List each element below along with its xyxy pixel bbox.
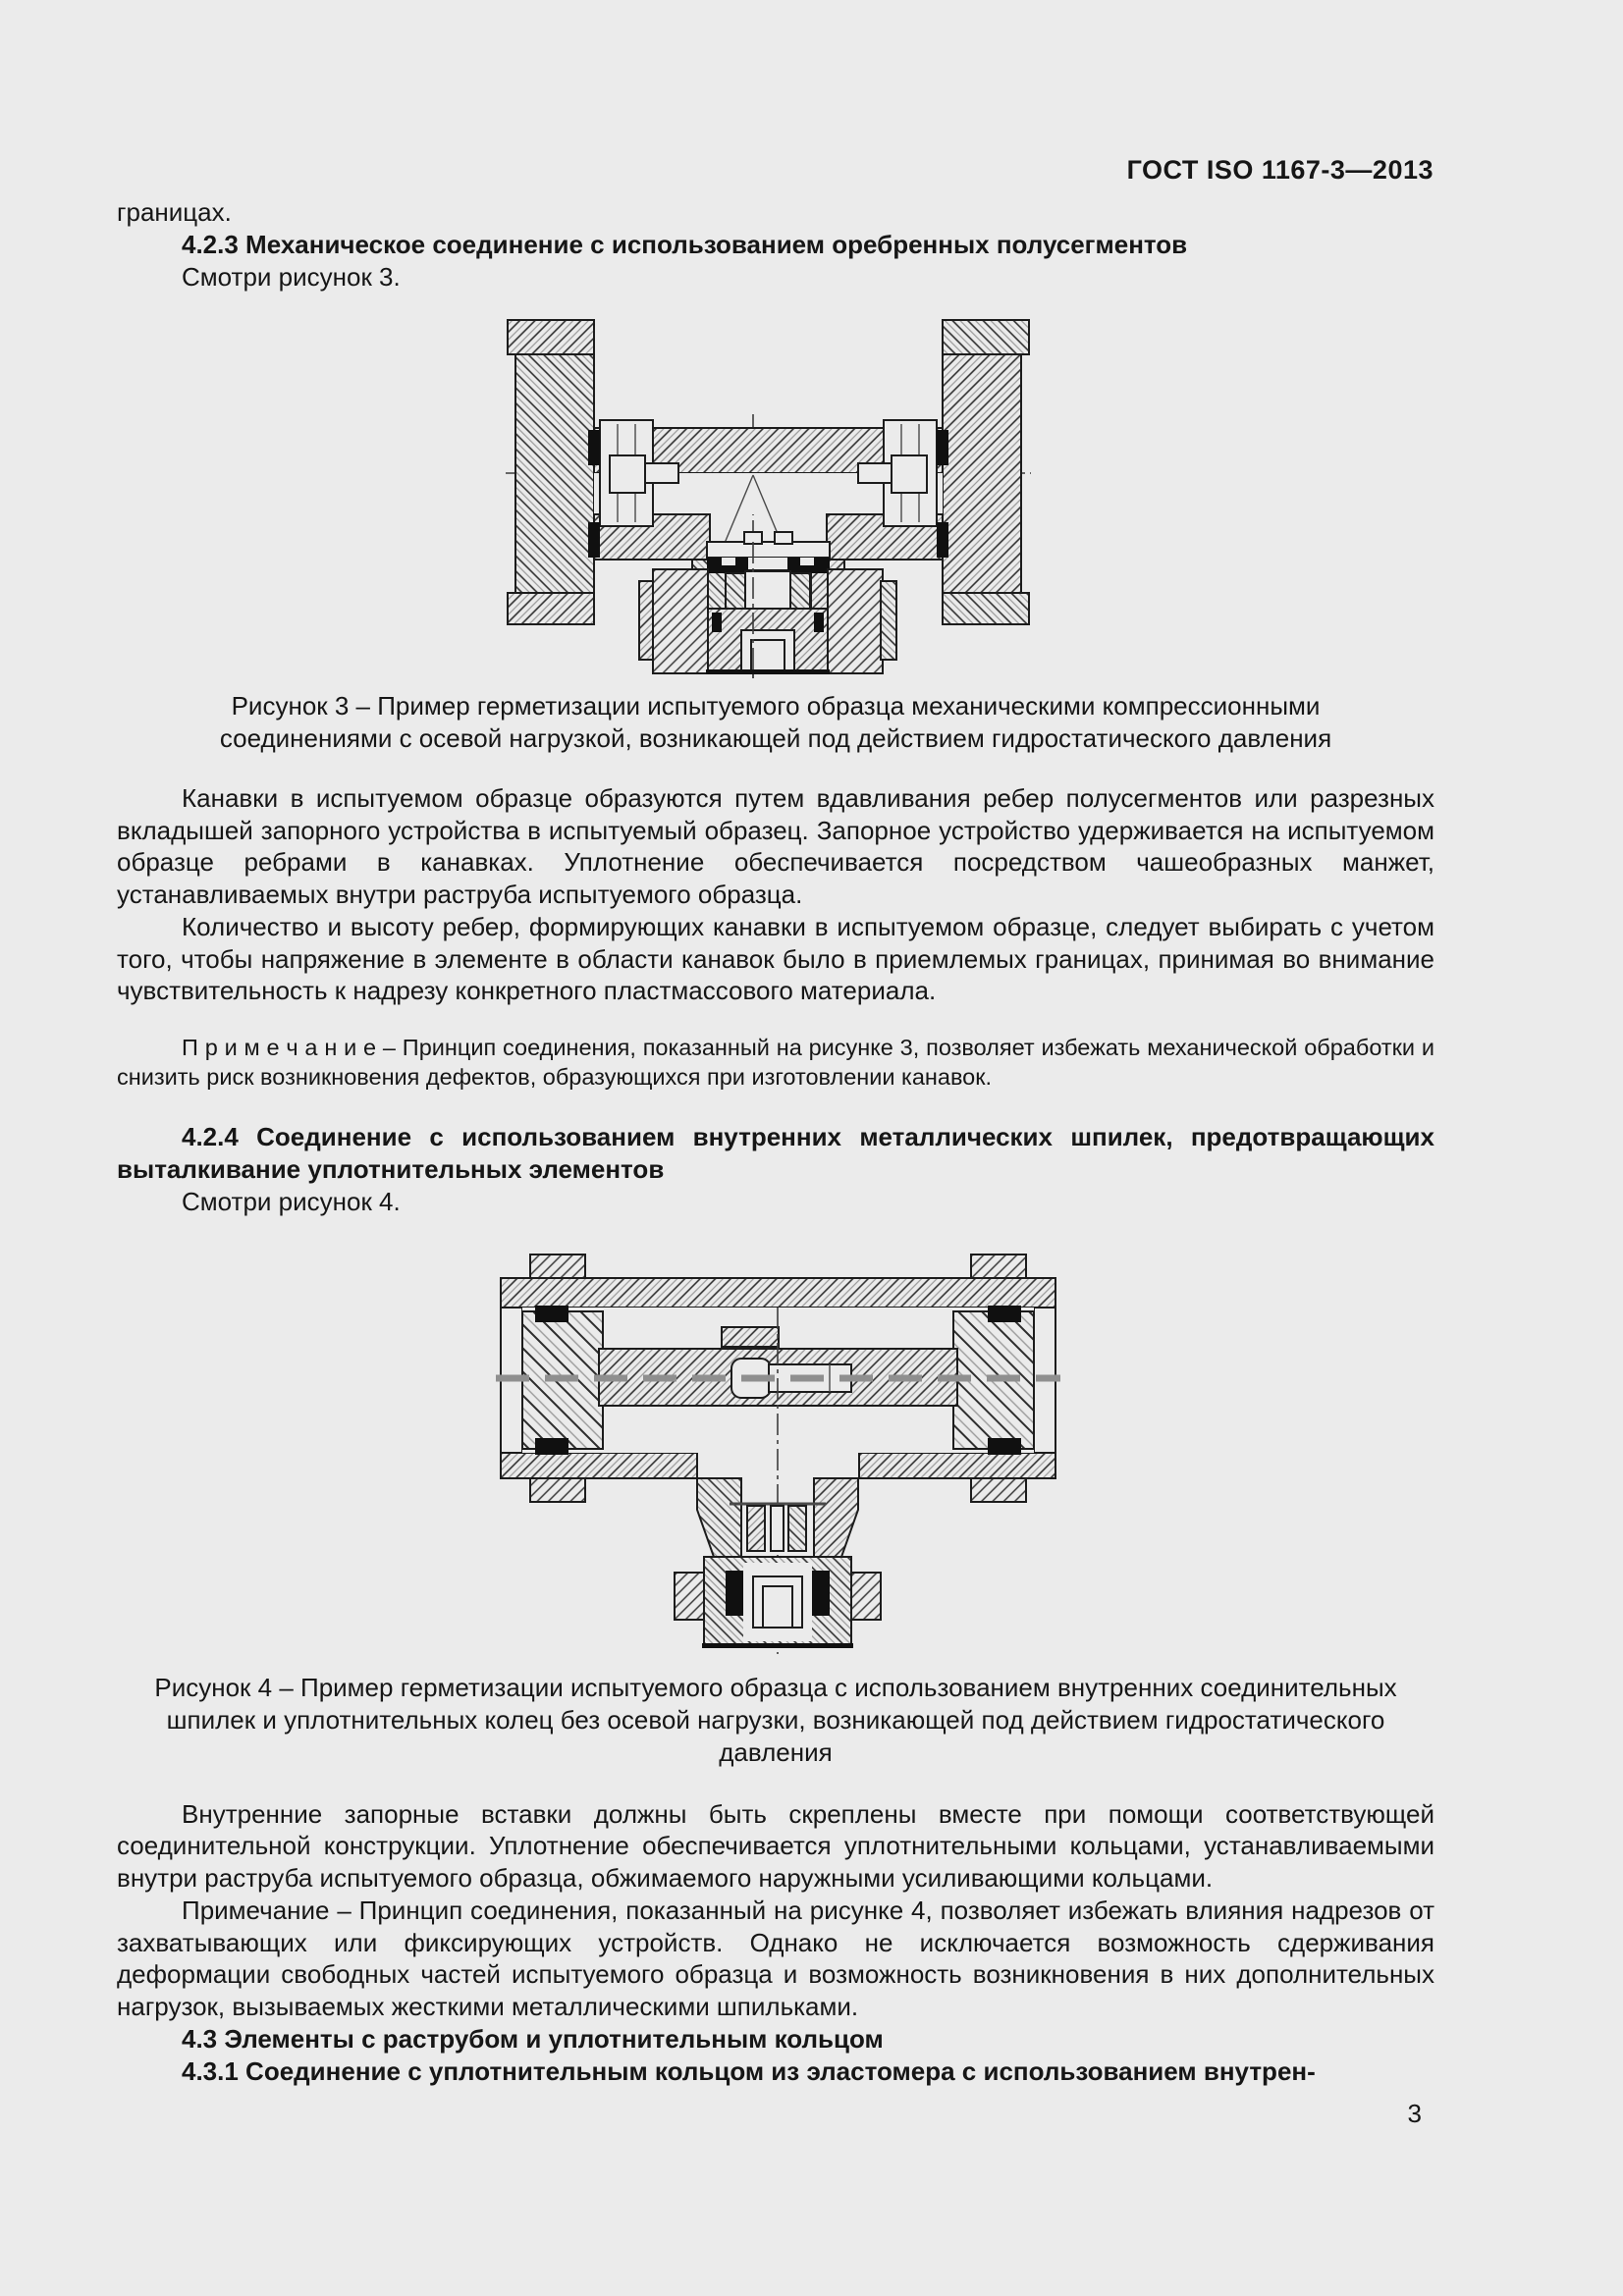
document-body bbox=[117, 196, 1434, 2087]
figure-3 bbox=[506, 318, 1031, 678]
figure-3-drawing bbox=[506, 318, 1031, 678]
document-header: ГОСТ ISO 1167-3—2013 bbox=[1126, 155, 1434, 185]
heading-4-3: 4.3 Элементы с раструбом и уплотнительным кольцом bbox=[182, 2023, 884, 2054]
heading-4-3-1: 4.3.1 Соединение с уплотнительным кольцом из эластомера с использованием внутрен- bbox=[182, 2056, 1316, 2086]
heading-4-2-3: 4.2.3 Механическое соединение с использованием оребренных полусегментов bbox=[182, 229, 1188, 259]
paragraph-424-1: Внутренние запорные вставки должны быть скреплены вместе при помощи соответствующей соединительной конструкции. Уплотнение обеспечивается уплотнительными кольцами, устанавливаемыми внутри раструба испытуемого образца, обжимаемого наружными усиливающими кольцами. bbox=[117, 1798, 1434, 1894]
intro-fragment: границах. bbox=[117, 197, 232, 227]
paragraph-423-2: Количество и высоту ребер, формирующих канавки в испытуемом образце, следует выбирать с учетом того, чтобы напряжение в элементе в области канавок было в приемлемых границах, принимая во внимание чувствительность к надрезу конкретного пластмассового материала. bbox=[117, 911, 1434, 1006]
see-figure-3: Смотри рисунок 3. bbox=[182, 261, 401, 292]
figure-4-drawing bbox=[496, 1253, 1060, 1656]
note-423: П р и м е ч а н и е – Принцип соединения, показанный на рисунке 3, позволяет избежать механической обработки и снизить риск возникновения дефектов, образующихся при изготовлении канавок. bbox=[117, 1035, 1434, 1091]
paragraph-423-1: Канавки в испытуемом образце образуются путем вдавливания ребер полусегментов или разрезных вкладышей запорного устройства в испытуемый образец. Запорное устройство удерживается на испытуемом образце ребрами в канавках. Уплотнение обеспечивается посредством чашеобразных манжет, устанавливаемых внутри раструба испытуемого образца. bbox=[117, 782, 1434, 909]
figure-3-caption: Рисунок 3 – Пример герметизации испытуемого образца механическими компрессионными соединениями с осевой нагрузкой, возникающей под действием гидростатического давления bbox=[219, 691, 1332, 753]
page-number: 3 bbox=[1407, 2099, 1422, 2128]
figure-4-caption: Рисунок 4 – Пример герметизации испытуемого образца с использованием внутренних соединительных шпилек и уплотнительных колец без осевой нагрузки, возникающей под действием гидростатического давления bbox=[154, 1673, 1397, 1767]
see-figure-4: Смотри рисунок 4. bbox=[182, 1186, 401, 1216]
heading-4-2-4: 4.2.4 Соединение с использованием внутренних металлических шпилек, предотвращающих выталкивание уплотнительных элементов bbox=[117, 1122, 1434, 1184]
note-424: Примечание – Принцип соединения, показанный на рисунке 4, позволяет избежать влияния надрезов от захватывающих или фиксирующих устройств. Однако не исключается возможность сдерживания деформации свободных частей испытуемого образца и возможность возникновения в них дополнительных нагрузок, вызываемых жесткими металлическими шпильками. bbox=[117, 1895, 1434, 2022]
figure-4 bbox=[496, 1253, 1060, 1656]
